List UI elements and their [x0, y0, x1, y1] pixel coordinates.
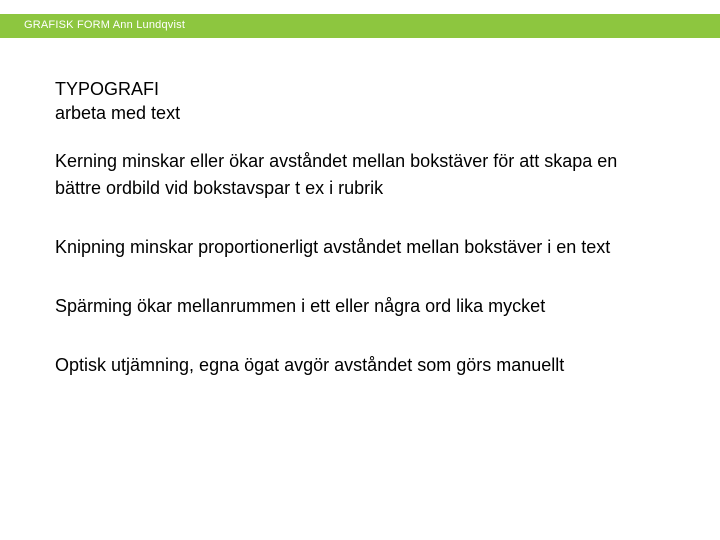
title-line-1: TYPOGRAFI [55, 79, 160, 99]
paragraph-knipning: Knipning minskar proportionerligt avståndet mellan bokstäver i en text [55, 237, 611, 257]
paragraph-sparrning: Spärming ökar mellanrummen i ett eller några ord lika mycket [55, 296, 546, 316]
header-bar [0, 14, 720, 38]
title-line-2: arbeta med text [55, 103, 181, 123]
body-text [55, 148, 635, 411]
paragraph-optisk-utjamning: Optisk utjämning, egna ögat avgör avståndet som görs manuellt [55, 355, 565, 375]
slide-title [55, 77, 180, 125]
header-text: GRAFISK FORM Ann Lundqvist [24, 19, 186, 31]
paragraph-kerning: Kerning minskar eller ökar avståndet mellan bokstäver för att skapa en bättre ordbild vid bokstavspar t ex i rubrik [55, 151, 618, 198]
